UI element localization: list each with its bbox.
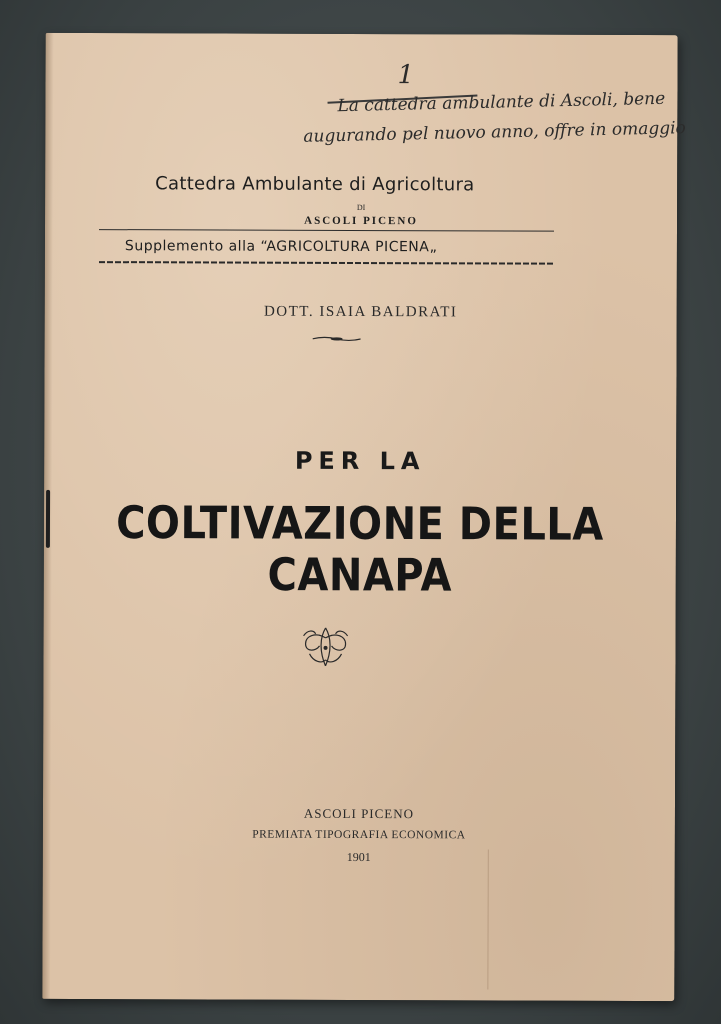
handwritten-inscription-line-2: augurando pel nuovo anno, offre in omaggio — [303, 118, 686, 147]
small-divider-ornament — [313, 336, 361, 342]
institution-city: ASCOLI PICENO — [304, 214, 418, 228]
author-name: DOTT. ISAIA BALDRATI — [263, 303, 458, 321]
paper-crease — [487, 849, 488, 989]
supplement-line: Supplemento alla “AGRICOLTURA PICENA„ — [124, 238, 438, 256]
title-prefix: PER LA — [294, 446, 426, 476]
institution-name: Cattedra Ambulante di Agricoltura — [155, 173, 475, 196]
imprint-printer: PREMIATA TIPOGRAFIA ECONOMICA — [252, 828, 466, 842]
header-rule-bottom — [99, 261, 554, 265]
floral-ornament-icon — [299, 624, 351, 670]
pamphlet-cover — [42, 33, 686, 1001]
imprint-year: 1901 — [346, 849, 371, 865]
imprint-city: ASCOLI PICENO — [303, 805, 415, 822]
header-rule-top — [99, 229, 554, 232]
handwritten-number: 1 — [397, 60, 415, 91]
handwritten-inscription-line-1: La cattedra ambulante di Ascoli, bene — [337, 88, 666, 117]
institution-di: DI — [356, 202, 366, 213]
main-title: COLTIVAZIONE DELLA CANAPA — [116, 497, 604, 602]
